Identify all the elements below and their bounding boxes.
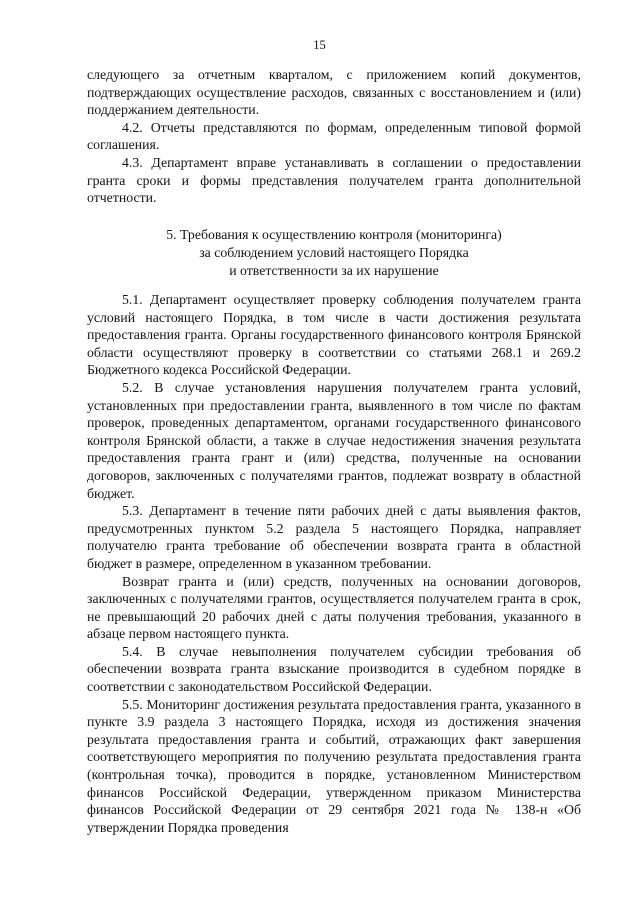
section-heading-line-2: за соблюдением условий настоящего Порядка (199, 245, 469, 260)
top-text-block (87, 66, 581, 207)
paragraph-5-4: 5.4. В случае невыполнения получателем субсидии требования об обеспечении возврата гранта взыскание производится в судебном порядке в соответствии с законодательством Российской Федерации. (87, 643, 581, 695)
section-heading-line-3: и ответственности за их нарушение (229, 263, 439, 278)
paragraph-4-2: 4.2. Отчеты представляются по формам, определенным типовой формой соглашения. (87, 119, 581, 153)
paragraph-4-3: 4.3. Департамент вправе устанавливать в соглашении о предоставлении гранта сроки и формы представления получателем гранта дополнительной отчетности. (87, 154, 581, 206)
paragraph-5-3: 5.3. Департамент в течение пяти рабочих дней с даты выявления фактов, предусмотренных пунктом 5.2 раздела 5 настоящего Порядка, направляет получателю гранта требование об обеспечении возврата гранта в областной бюджет в размере, определенном в указанном требовании. (87, 503, 581, 571)
page-number: 15 (313, 38, 326, 52)
paragraph-5-3-refund: Возврат гранта и (или) средств, полученных на основании договоров, заключенных с получателями грантов, осуществляется получателем гранта в срок, не превышающий 20 рабочих дней с даты получения требования, указанного в абзаце первом настоящего пункта. (87, 573, 581, 642)
paragraph-continuation: следующего за отчетным кварталом, с приложением копий документов, подтверждающих осуществление расходов, связанных с восстановлением и (или) поддержанием деятельности. (87, 67, 581, 118)
section-heading (87, 226, 581, 280)
paragraph-5-1: 5.1. Департамент осуществляет проверку соблюдения получателем гранта условий настоящего Порядка, в том числе в части достижения результата предоставления гранта. Органы государственного финансового контроля Брянской области осуществляют проверку в соответствии со статьями 268.1 и 269.2 Бюджетного кодекса Российской Федерации. (87, 292, 581, 378)
paragraph-5-2: 5.2. В случае установления нарушения получателем гранта условий, установленных при предоставлении гранта, выявленного в том числе по фактам проверок, проведенных департаментом, органами государственного финансового контроля Брянской области, а также в случае недостижения значения результата предоставления гранта грант и (или) средства, полученные на основании договоров, заключенных с получателями грантов, подлежат возврату в областной бюджет. (87, 379, 581, 501)
section-body (87, 291, 581, 836)
paragraph-5-5: 5.5. Мониторинг достижения результата предоставления гранта, указанного в пункте 3.9 раздела 3 настоящего Порядка, исходя из достижения значения результата предоставления гранта и событий, отражающих факт завершения соответствующего мероприятия по получению результата предоставления гранта (контрольная точка), проводится в порядке, установленном Министерством финансов Российской Федерации, утвержденном приказом Министерства финансов Российской Федерации от 29 сентября 2021 года № 138-н «Об утверждении Порядка проведения (87, 696, 581, 835)
section-heading-line-1: 5. Требования к осуществлению контроля (мониторинга) (166, 227, 502, 242)
